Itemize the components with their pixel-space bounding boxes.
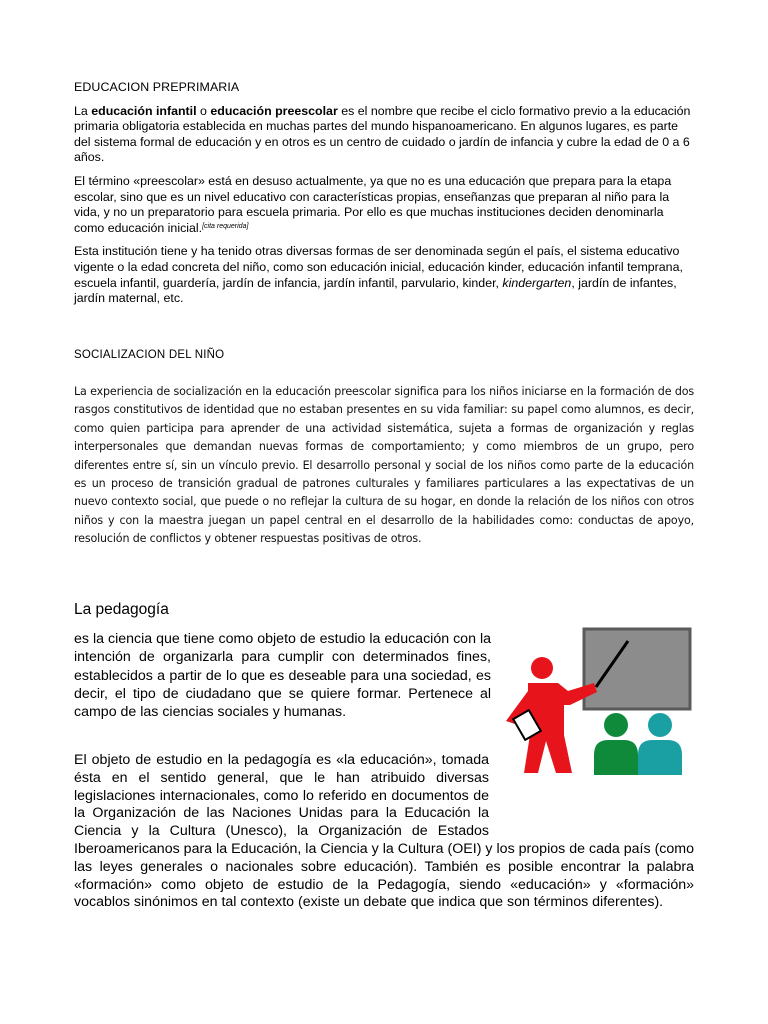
- teacher-pointing-board-icon: [498, 625, 694, 775]
- section-educacion-preprimaria: [74, 80, 694, 315]
- text-run: El objeto de estudio en la pedagogía es «la educación», tomada ésta en el sentido general, que le han atribuido diversas legislaciones internacionales, como lo referido en documentos de la Organización de las Naciones Unidas para la Educación la Ciencia y la Cultura (Unesco), la Organización de Estados Iberoamericanos para la Educación, la Ciencia y la Cultura (OEI) y los propios de cada país (como las leyes generales o nacionales sobre educación). También es posible encontrar la palabra «formación» como objeto de estudio de la Pedagogía, siendo «educación» y «formación» vocablos sinónimos en tal contexto (existe un debate que indica que son términos diferentes).: [74, 752, 694, 911]
- italic-term: kindergarten: [502, 275, 572, 290]
- paragraph: [74, 174, 694, 236]
- student-right-head: [648, 713, 672, 737]
- socializacion-paragraph: La experiencia de socialización en la educación preescolar significa para los niños iniciarse en la formación de dos rasgos constitutivos de identidad que no estaban presentes en su vida familiar: su papel como alumnos, es decir, como quien participa para aprender de una actividad sistemática, sujeta a formas de organización y reglas interpersonales que demandan nuevas formas de comportamiento; y como miembros de un grupo, pero diferentes entre sí, sin un vínculo previo. El desarrollo personal y social de los niños como parte de la educación es un proceso de transición gradual de patrones culturales y familiares particulares a las expectativas de un nuevo contexto social, que puede o no reflejar la cultura de su hogar, en donde la relación de los niños con otros niños y con la maestra juegan un papel central en el desarrollo de la habilidades como: conductas de apoyo, resolución de conflictos y obtener respuestas positivas de otros.: [74, 385, 694, 546]
- text-run: El término «preescolar» está en desuso actualmente, ya que no es una educación que prepara para la etapa escolar, sino que es un nivel educativo con características propias, enseñanzas que preparan al niño para la vida, y no un preparatorio para escuela primaria. Por ello es que muchas instituciones deciden denominarla como educación inicial.: [74, 173, 672, 235]
- text-run: es el nombre que recibe el ciclo formativo previo a la educación primaria obligatoria establecida en muchas partes del mundo hispanoamericano. En algunos lugares, es parte del sistema formal de educación y en otros es un centro de cuidado o jardín de infancia y cubre la edad de 0 a 6 años.: [74, 103, 691, 165]
- section-heading-pedagogia: La pedagogía: [74, 601, 169, 618]
- student-left-body: [594, 740, 638, 775]
- chalkboard: [584, 629, 690, 709]
- student-right-body: [638, 740, 682, 775]
- pedagogia-paragraph-2: [74, 752, 694, 912]
- text-run: , jardín de infantes, jardín maternal, etc.: [74, 275, 677, 306]
- section-heading: EDUCACION PREPRIMARIA: [74, 80, 240, 94]
- text-run: o: [196, 103, 211, 118]
- bold-term: educación infantil: [91, 103, 197, 118]
- citation-needed-link[interactable]: [cita requerida]: [202, 222, 249, 230]
- paragraph: [74, 104, 694, 166]
- pedagogia-paragraph-1: es la ciencia que tiene como objeto de estudio la educación con la intención de organizarla para cumplir con determinados fines, establecidos a partir de lo que es deseable para una sociedad, es decir, el tipo de ciudadano que se quiere formar. Pertenece al campo de las ciencias sociales y humanas.: [74, 631, 491, 721]
- student-figure-right: [638, 713, 682, 775]
- student-figure-left: [594, 713, 638, 775]
- student-left-head: [604, 713, 628, 737]
- section-heading-socializacion: SOCIALIZACION DEL NIÑO: [74, 349, 225, 361]
- teacher-head: [531, 657, 553, 679]
- paragraph: [74, 244, 694, 306]
- text-run: Esta institución tiene y ha tenido otras diversas formas de ser denominada según el país, el sistema educativo vigente o la edad concreta del niño, como son educación inicial, educación kinder, educación infantil temprana, escuela infantil, guardería, jardín de infancia, jardín infantil, parvulario, kinder,: [74, 244, 683, 290]
- text-run: La: [74, 103, 92, 118]
- bold-term: educación preescolar: [210, 103, 338, 118]
